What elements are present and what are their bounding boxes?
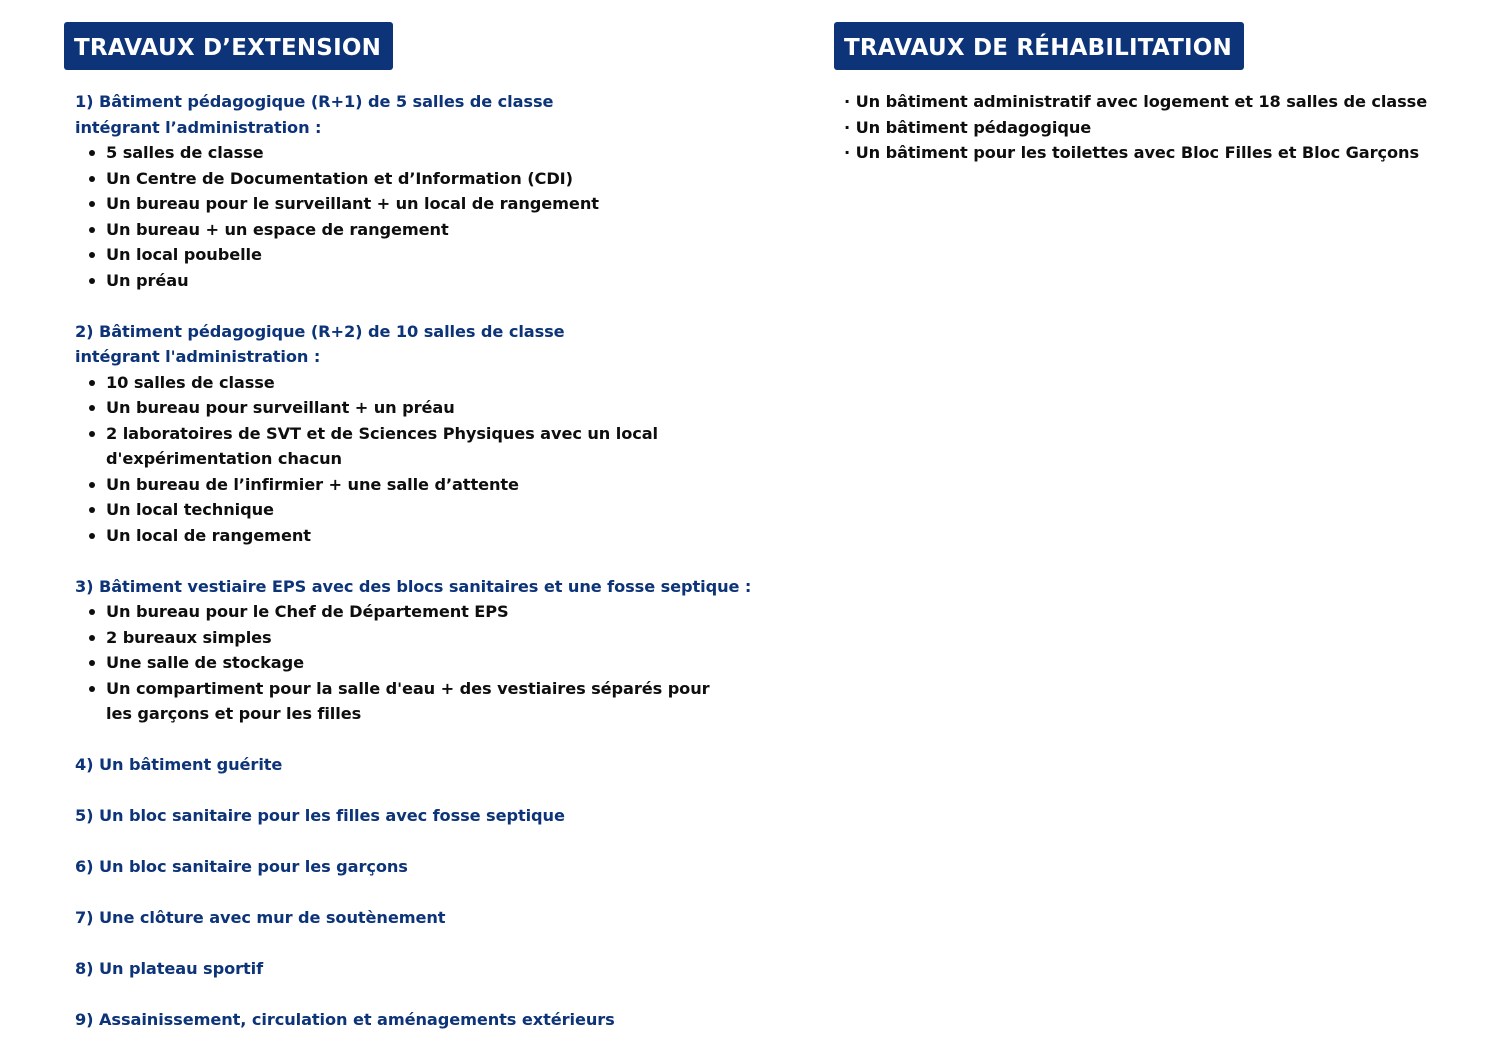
list-item: Un bureau pour le surveillant + un local de rangement xyxy=(75,191,764,217)
section-title: 5) Un bloc sanitaire pour les filles avec fosse septique xyxy=(75,806,565,825)
section-items xyxy=(75,370,764,549)
extension-column xyxy=(64,22,764,1033)
list-item: Un préau xyxy=(75,268,764,294)
rehabilitation-item: · Un bâtiment administratif avec logement et 18 salles de classe xyxy=(844,92,1428,111)
rehabilitation-column xyxy=(834,22,1474,166)
section-title: 4) Un bâtiment guérite xyxy=(75,755,283,774)
extension-section-3 xyxy=(75,574,764,727)
rehabilitation-content xyxy=(834,89,1474,166)
extension-section-8 xyxy=(75,956,764,982)
section-title: 8) Un plateau sportif xyxy=(75,959,264,978)
list-item: 2 laboratoires de SVT et de Sciences Physiques avec un local d'expérimentation chacun xyxy=(75,421,666,472)
list-item: Un compartiment pour la salle d'eau + des vestiaires séparés pour les garçons et pour les filles xyxy=(75,676,726,727)
list-item: Un bureau de l’infirmier + une salle d’attente xyxy=(75,472,764,498)
list-item: Une salle de stockage xyxy=(75,650,764,676)
extension-section-6 xyxy=(75,854,764,880)
extension-section-5 xyxy=(75,803,764,829)
section-title: 1) Bâtiment pédagogique (R+1) de 5 salles de classe intégrant l’administration : xyxy=(75,92,554,137)
list-item: Un local poubelle xyxy=(75,242,764,268)
extension-section-1 xyxy=(75,89,764,293)
list-item: 2 bureaux simples xyxy=(75,625,764,651)
rehabilitation-item: · Un bâtiment pédagogique xyxy=(844,117,1092,137)
extension-heading: TRAVAUX D’EXTENSION xyxy=(64,22,393,70)
section-title: 7) Une clôture avec mur de soutènement xyxy=(75,908,446,927)
extension-section-7 xyxy=(75,905,764,931)
section-title: 9) Assainissement, circulation et aménagements extérieurs xyxy=(75,1010,615,1029)
extension-content xyxy=(64,89,764,1033)
list-item: Un bureau pour le Chef de Département EPS xyxy=(75,599,764,625)
extension-section-9 xyxy=(75,1007,764,1033)
extension-section-4 xyxy=(75,752,764,778)
list-item: Un bureau pour surveillant + un préau xyxy=(75,395,764,421)
section-title: 3) Bâtiment vestiaire EPS avec des blocs sanitaires et une fosse septique : xyxy=(75,576,752,596)
list-item: 5 salles de classe xyxy=(75,140,764,166)
section-items xyxy=(75,599,764,727)
rehabilitation-heading: TRAVAUX DE RÉHABILITATION xyxy=(834,22,1244,70)
list-item: Un Centre de Documentation et d’Information (CDI) xyxy=(75,166,764,192)
section-title: 2) Bâtiment pédagogique (R+2) de 10 salles de classe intégrant l'administration : xyxy=(75,321,565,366)
section-title: 6) Un bloc sanitaire pour les garçons xyxy=(75,857,408,876)
list-item: Un local technique xyxy=(75,497,764,523)
list-item: Un bureau + un espace de rangement xyxy=(75,217,764,243)
section-items xyxy=(75,140,764,293)
rehabilitation-item: · Un bâtiment pour les toilettes avec Bloc Filles et Bloc Garçons xyxy=(844,143,1419,162)
list-item: Un local de rangement xyxy=(75,523,764,549)
extension-section-2 xyxy=(75,319,764,549)
list-item: 10 salles de classe xyxy=(75,370,764,396)
